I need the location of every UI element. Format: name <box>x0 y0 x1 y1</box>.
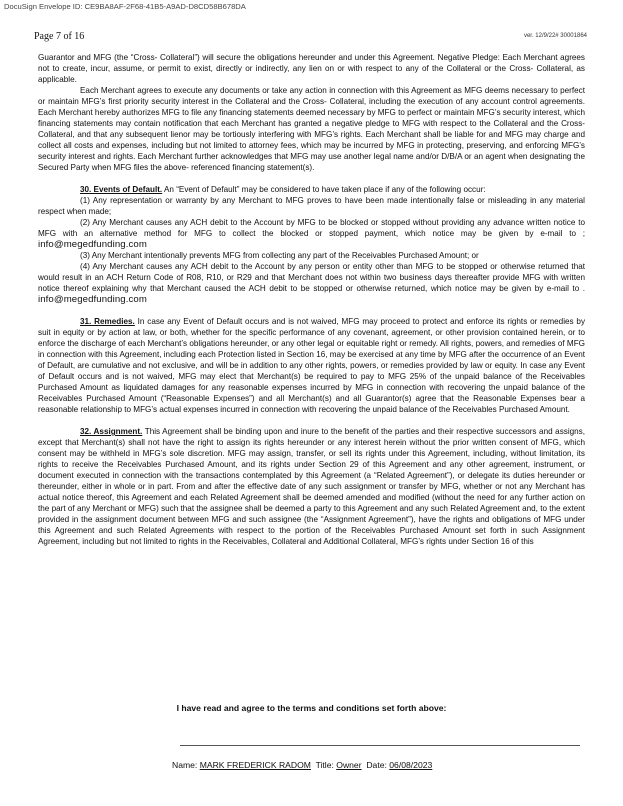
section-32-title: 32. Assignment. <box>80 427 143 436</box>
section-30-item-1: (1) Any representation or warranty by any Merchant to MFG proves to have been made intentionally false or misleading in any material respect when made; <box>38 196 585 216</box>
email-address: info@megedfunding.com <box>38 239 147 250</box>
date-value: 06/08/2023 <box>389 760 433 770</box>
section-30-intro <box>38 184 585 195</box>
version-label: ver. 12/9/22# 30001864 <box>523 33 587 39</box>
section-31-title: 31. Remedies. <box>80 317 135 326</box>
title-value: Owner <box>336 760 362 770</box>
paragraph-security-interest: Each Merchant agrees to execute any documents or take any action in connection with this Agreement as MFG deems necessary to perfect or maintain MFG’s first priority security interest in the Collateral and the Cross- Collateral, including the execution of any account control agreements. Each Merchant hereby authorizes MFG to file any financing statements deemed necessary by MFG to perfect or maintain MFG’s security interest, which financing statements may contain notification that each Merchant has granted a negative pledge to MFG with respect to the Collateral and the Cross- Collateral, and that any subsequent lienor may be tortiously interfering with MFG’s rights. Each Merchant shall be liable for and MFG may charge and collect all costs and expenses, including but not limited to attorney fees, which may be incurred by MFG in protecting, preserving, and enforcing MFG’s security interest and rights. Each Merchant further acknowledges that MFG may use another legal name and/or D/B/A or an agent when designating the Secured Party when MFG files the above- referenced financing statement(s). <box>38 86 585 172</box>
section-31-text: In case any Event of Default occurs and is not waived, MFG may proceed to protect and enforce its rights or remedies by suit in equity or by action at law, or both, whether for the specific performance of any covenant, agreement, or other provision contained herein, or to enforce the discharge of each Merchant’s obligations hereunder, or any other legal or equitable right or remedy. All rights, powers, and remedies of MFG in connection with this Agreement, including each Protection listed in Section 16, may be exercised at any time by MFG after the occurrence of an Event of Default, are cumulative and not exclusive, and will be in addition to any other rights, powers, or remedies provided by law or equity. In case any Event of Default occurs and is not waived, MFG may elect that Merchant(s) be required to pay to MFG 25% of the unpaid balance of the Receivables Purchased Amount as liquidated damages for any reasonable expenses incurred by MFG in connection with recovering the unpaid balance of the Receivables Purchased Amount (“Reasonable Expenses”) and all Merchant(s) and all Guarantor(s) agree that the Reasonable Expenses bear a reasonable relationship to MFG’s actual expenses incurred in connection with recovering the unpaid balance of the Receivables Purchased Amount. <box>38 317 586 414</box>
date-label: Date: <box>361 760 390 770</box>
section-30-item-3: (3) Any Merchant intentionally prevents MFG from collecting any part of the Receivables Purchased Amount; or <box>80 251 479 260</box>
page-number: Page 7 of 16 <box>34 31 85 42</box>
section-30-item-4-text: (4) Any Merchant causes any ACH debit to the Account by any person or entity other than MFG to be stopped or otherwise returned that would result in an ACH Return Code of R08, R10, or R29 and that Merchant does not within two business days thereafter provide MFG with written notice thereof explaining why that Merchant caused the ACH debit to be stopped or otherwise returned, which notice may be given by e-mail to . <box>38 262 585 293</box>
title-label: Title: <box>310 760 337 770</box>
email-address: info@megedfunding.com <box>38 294 147 305</box>
section-30-item-4 <box>38 261 585 305</box>
agreement-body <box>38 52 585 547</box>
section-31 <box>38 316 585 415</box>
paragraph-cross-collateral: Guarantor and MFG (the “Cross- Collateral”) will secure the obligations hereunder and under this Agreement. Negative Pledge: Each Merchant agrees not to create, incur, assume, or permit to exist, directly or indirectly, any lien on or with respect to any of the Collateral or the Cross- Collateral, as applicable. <box>38 53 585 84</box>
agreement-statement: I have read and agree to the terms and conditions set forth above: <box>176 703 447 713</box>
section-30-item-2 <box>38 217 585 250</box>
section-32-text: This Agreement shall be binding upon and inure to the benefit of the parties and their respective successors and assigns, except that Merchant(s) shall not have the right to assign its rights hereunder or any interest herein without the prior written consent of MFG, which consent may be withheld in MFG’s sole discretion. MFG may assign, transfer, or sell its rights under this Agreement, including, without limitation, its rights to receive the Receivables Purchased Amount, and its rights under Section 29 of this Agreement and any other agreement, instrument, or document executed in connection with the transactions contemplated by this Agreement (a “Related Agreement”), or delegate its duties hereunder or thereunder, either in whole or in part. From and after the effective date of any such assignment or transfer by MFG, whether or not any Merchant has actual notice thereof, this Agreement and each Related Agreement shall be deemed amended and modified (without the need for any further action on the part of any Merchant or MFG) such that the assignee shall be deemed a party to this Agreement and any such Related Agreement and, to the extent provided in the assignment document between MFG and such assignee (the “Assignment Agreement”), have the rights and obligations of MFG under this Agreement and such Related Agreements with respect to the portion of the Receivables Purchased Amount set forth in such Assignment Agreement, including but not limited to rights in the Receivables, Collateral and Additional Collateral, MFG’s rights under Section 16 of this <box>38 427 585 546</box>
signer-info <box>172 760 432 770</box>
section-30-item-2-text: (2) Any Merchant causes any ACH debit to the Account by MFG to be blocked or stopped without providing any advance written notice to MFG with an alternative method for MFG to collect the blocked or stopped payment, which notice may be given by e-mail to ; <box>38 218 585 238</box>
signature-line <box>180 745 580 746</box>
docusign-envelope-id: DocuSign Envelope ID: CE9BA8AF-2F68-41B5-A9AD-D8CD58B678DA <box>4 2 246 11</box>
section-32 <box>38 426 585 547</box>
section-30-title: 30. Events of Default. <box>80 185 163 194</box>
name-label: Name: <box>172 760 200 770</box>
name-value: MARK FREDERICK RADOM <box>199 760 311 770</box>
section-30-intro-text: An “Event of Default” may be considered to have taken place if any of the following occur: <box>162 185 486 194</box>
